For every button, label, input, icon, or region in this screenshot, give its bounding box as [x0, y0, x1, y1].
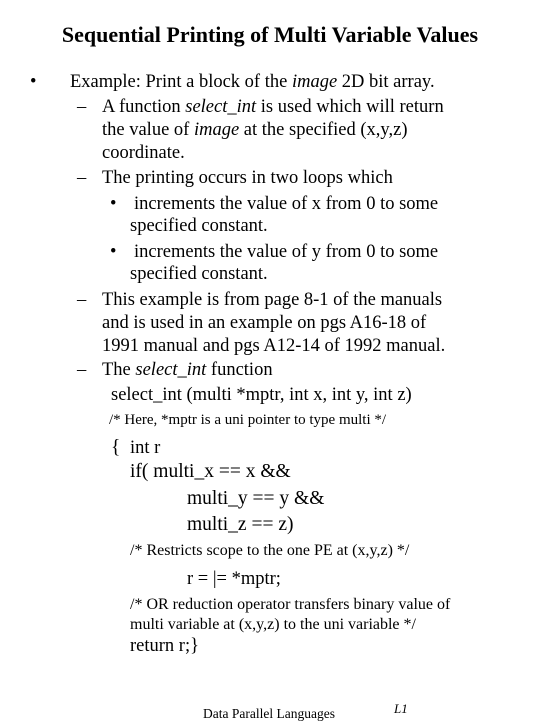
dash-icon: –: [77, 97, 87, 117]
bullet-icon: •: [30, 72, 37, 92]
sub1-line3: coordinate.: [102, 143, 185, 163]
page-title: Sequential Printing of Multi Variable Values: [61, 22, 479, 47]
dash-icon: –: [77, 360, 87, 380]
page-number: L1: [394, 701, 408, 716]
footer-text: Data Parallel Languages: [203, 706, 335, 721]
sub2-bullet1-line2: specified constant.: [130, 216, 268, 236]
sub2-bullet2-line1: increments the value of y from 0 to some: [134, 242, 439, 262]
sub3-line3: 1991 manual and pgs A12-14 of 1992 manual.: [102, 336, 446, 356]
code-brace-open: {: [111, 437, 121, 458]
bullet-main-text: Example: Print a block of the image 2D bit array.: [70, 72, 435, 92]
code-signature: select_int (multi *mptr, int x, int y, int z): [111, 385, 412, 405]
sub2-bullet2-line2: specified constant.: [130, 264, 268, 284]
bullet-icon: •: [110, 194, 117, 214]
code-comment-2: /* Restricts scope to the one PE at (x,y,z) */: [130, 542, 410, 559]
bullet-icon: •: [110, 242, 117, 262]
code-assign: r = |= *mptr;: [187, 569, 281, 589]
code-comment-1: /* Here, *mptr is a uni pointer to type multi */: [109, 412, 387, 428]
sub3-line1: This example is from page 8-1 of the manuals: [102, 290, 443, 310]
code-return-line: return r;}: [130, 636, 199, 656]
sub2-line1: The printing occurs in two loops which: [102, 168, 393, 188]
code-if-line: if( multi_x == x &&: [130, 461, 291, 482]
sub4-line1: The select_int function: [102, 360, 273, 380]
code-cond-z: multi_z == z): [187, 514, 294, 535]
dash-icon: –: [77, 168, 87, 188]
sub1-line1: A function select_int is used which will return: [102, 97, 444, 117]
code-comment-3-line1: /* OR reduction operator transfers binary value of: [130, 596, 451, 613]
dash-icon: –: [77, 290, 87, 310]
sub2-bullet1-line1: increments the value of x from 0 to some: [134, 194, 439, 214]
sub3-line2: and is used in an example on pgs A16-18 of: [102, 313, 427, 333]
code-comment-3-line2: multi variable at (x,y,z) to the uni variable */: [130, 616, 416, 633]
code-cond-y: multi_y == y &&: [187, 488, 325, 509]
code-int-r: int r: [130, 438, 161, 458]
sub1-line2: the value of image at the specified (x,y,z): [102, 120, 408, 140]
